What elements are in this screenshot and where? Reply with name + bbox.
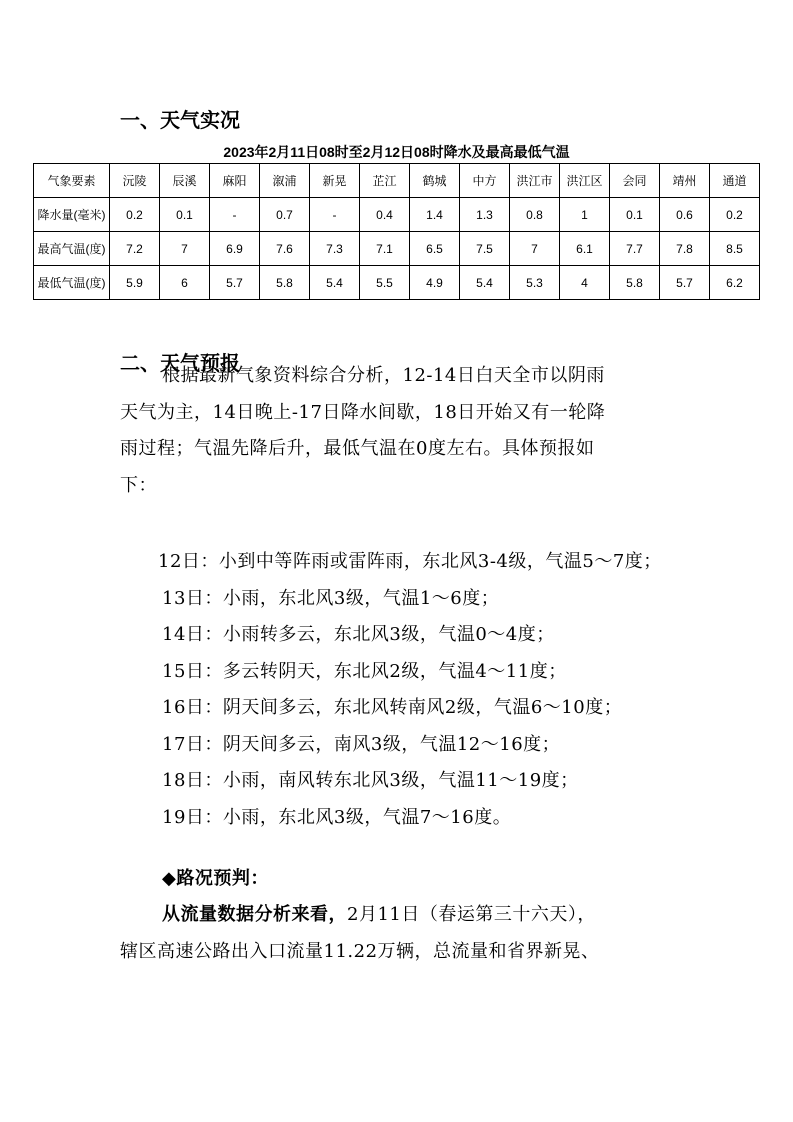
road-heading: ◆路况预判： [162, 868, 269, 889]
table-cell: 1 [560, 198, 610, 232]
table-cell: 靖州 [660, 164, 710, 198]
forecast-line: 18日：小雨，南风转东北风3级，气温11～19度； [162, 770, 579, 791]
table-cell: 洪江市 [510, 164, 560, 198]
section-heading-weather-actual: 一、天气实况 [120, 108, 240, 132]
table-cell: 洪江区 [560, 164, 610, 198]
table-cell: 新晃 [310, 164, 360, 198]
summary-line: 天气为主，14日晚上-17日降水间歇，18日开始又有一轮降 [120, 401, 606, 423]
table-cell: 0.4 [360, 198, 410, 232]
table-cell: 6.5 [410, 232, 460, 266]
table-cell: 6.1 [560, 232, 610, 266]
table-cell: 溆浦 [260, 164, 310, 198]
table-cell: 辰溪 [160, 164, 210, 198]
section-heading-forecast: 二、天气预报 [120, 351, 240, 375]
table-cell: 中方 [460, 164, 510, 198]
table-cell: 最高气温(度) [34, 232, 110, 266]
table-cell: 7.1 [360, 232, 410, 266]
table-cell: 鹤城 [410, 164, 460, 198]
table-cell: 5.7 [660, 266, 710, 300]
road-lead [162, 900, 596, 926]
table-cell: 会同 [610, 164, 660, 198]
forecast-line: 19日：小雨，东北风3级，气温7～16度。 [162, 806, 512, 828]
table-cell: 5.8 [260, 266, 310, 300]
table-cell: 5.3 [510, 266, 560, 300]
table-cell: 0.2 [710, 198, 760, 232]
summary-line: 根据最新气象资料综合分析，12-14日白天全市以阴雨 [162, 365, 605, 386]
table-cell: - [210, 198, 260, 232]
table-cell: 1.4 [410, 198, 460, 232]
table-cell: 7.6 [260, 232, 310, 266]
table-cell: 6 [160, 266, 210, 300]
table-cell: 5.4 [310, 266, 360, 300]
table-cell: 7.2 [110, 232, 160, 266]
table-cell: 1.3 [460, 198, 510, 232]
table-row [34, 198, 760, 232]
table-cell: 7.7 [610, 232, 660, 266]
table-cell: 7 [160, 232, 210, 266]
table-cell: 气象要素 [34, 164, 110, 198]
table-cell: 7.5 [460, 232, 510, 266]
table-cell: 5.5 [360, 266, 410, 300]
table-cell: 0.8 [510, 198, 560, 232]
forecast-line: 16日：阴天间多云，东北风转南风2级，气温6～10度； [162, 697, 623, 718]
table-row [34, 266, 760, 300]
table-cell: 6.2 [710, 266, 760, 300]
forecast-line: 12日：小到中等阵雨或雷阵雨，东北风3-4级，气温5～7度； [158, 551, 662, 572]
table-cell: 5.4 [460, 266, 510, 300]
table-row [34, 232, 760, 266]
table-cell: 4.9 [410, 266, 460, 300]
forecast-line: 17日：阴天间多云，南风3级，气温12～16度； [162, 733, 561, 755]
road-line-2: 辖区高速公路出入口流量11.22万辆，总流量和省界新晃、 [120, 941, 600, 962]
table-cell: 最低气温(度) [34, 266, 110, 300]
table-cell: 0.6 [660, 198, 710, 232]
table-cell: 0.2 [110, 198, 160, 232]
table-caption: 2023年2月11日08时至2月12日08时降水及最高最低气温 [223, 144, 570, 160]
table-cell: 芷江 [360, 164, 410, 198]
road-lead-bold: 从流量数据分析来看， [162, 904, 347, 925]
table-cell: 6.9 [210, 232, 260, 266]
table-cell: 麻阳 [210, 164, 260, 198]
table-cell: 沅陵 [110, 164, 160, 198]
weather-table [33, 163, 760, 300]
table-cell: 0.1 [610, 198, 660, 232]
forecast-line: 15日：多云转阴天，东北风2级，气温4～11度； [162, 660, 567, 682]
forecast-line: 13日：小雨，东北风3级，气温1～6度； [162, 587, 500, 609]
road-lead-rest: 2月11日（春运第三十六天）， [347, 904, 596, 925]
table-cell: 0.1 [160, 198, 210, 232]
table-cell: 0.7 [260, 198, 310, 232]
table-cell: 5.7 [210, 266, 260, 300]
table-cell: 4 [560, 266, 610, 300]
table-cell: 5.8 [610, 266, 660, 300]
forecast-line: 14日：小雨转多云，东北风3级，气温0～4度； [162, 624, 555, 645]
table-cell: 8.5 [710, 232, 760, 266]
table-cell: 通道 [710, 164, 760, 198]
table-cell: 5.9 [110, 266, 160, 300]
summary-line: 下： [120, 474, 157, 496]
table-cell: 降水量(毫米) [34, 198, 110, 232]
table-cell: 7 [510, 232, 560, 266]
table-cell: 7.3 [310, 232, 360, 266]
table-cell: - [310, 198, 360, 232]
summary-line: 雨过程；气温先降后升，最低气温在0度左右。具体预报如 [120, 438, 595, 459]
table-cell: 7.8 [660, 232, 710, 266]
table-header-row [34, 164, 760, 198]
